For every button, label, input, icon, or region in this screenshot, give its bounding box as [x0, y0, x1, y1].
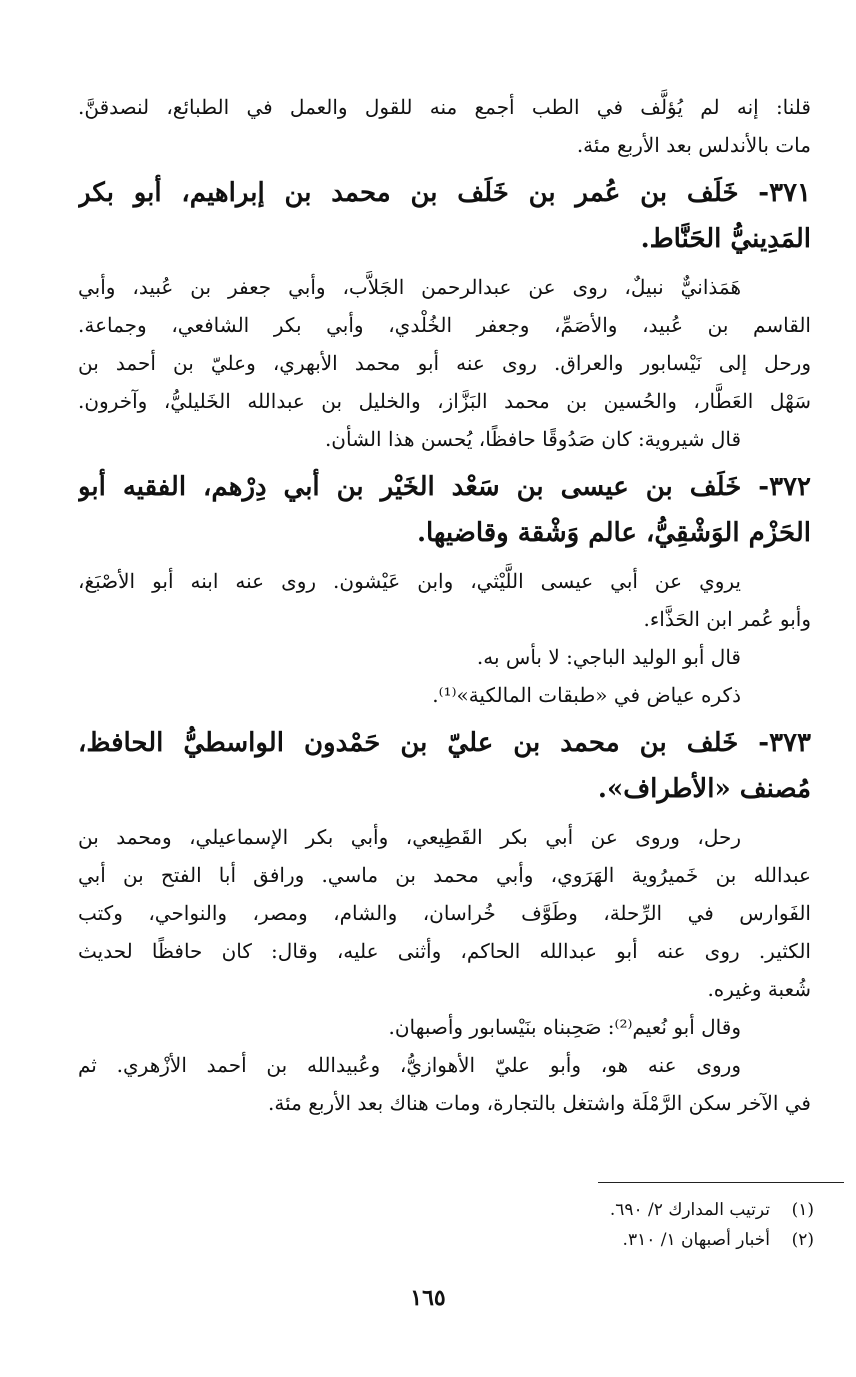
footnote-text: أخبار أصبهان ١/ ٣١٠.: [622, 1230, 770, 1250]
body-text-line: وأبو عُمر ابن الحَذَّاء.: [643, 607, 811, 631]
body-text-line: مات بالأندلس بعد الأربع مئة.: [576, 133, 811, 157]
body-text-line: قلنا: إنه لم يُؤلَّف في الطب أجمع منه للقول والعمل في الطبائع، لنصدقنَّ.: [78, 95, 811, 119]
entry-heading-line: ٣٧١- خَلَف بن عُمر بن خَلَف بن محمد بن إبراهيم، أبو بكر: [78, 178, 811, 208]
body-text-line: عبدالله بن خَميرُوية الهَرَوي، وأبي محمد بن ماسي. ورافق أبا الفتح بن أبي: [78, 863, 811, 887]
body-text-line: الكثير. روى عنه أبو عبدالله الحاكم، وأثنى عليه، وقال: كان حافظًا لحديث: [78, 939, 811, 963]
footnote-separator: [598, 1182, 844, 1183]
body-text-line: شُعبة وغيره.: [707, 977, 811, 1001]
body-text-line: قال أبو الوليد الباجي: لا بأس به.: [476, 645, 741, 669]
footnote: [330, 1225, 814, 1255]
entry-heading-line: ٣٧٣- خَلف بن محمد بن عليّ بن حَمْدون الواسطيُّ الحافظ،: [78, 728, 811, 758]
entry-heading-line: مُصنف «الأطراف».: [597, 774, 811, 804]
body-text-line: هَمَذانيٌّ نبيلٌ، روى عن عبدالرحمن الجَلاَّب، وأبي جعفر بن عُبيد، وأبي: [78, 275, 741, 299]
body-text-line: وقال أبو نُعيم⁽²⁾: صَحِبناه بنَيْسابور وأصبهان.: [388, 1015, 741, 1039]
entry-heading-line: ٣٧٢- خَلَف بن عيسى بن سَعْد الخَيْر بن أبي دِرْهم، الفقيه أبو: [78, 472, 811, 502]
body-text-line: رحل، وروى عن أبي بكر القَطِيعي، وأبي بكر الإسماعيلي، ومحمد بن: [78, 825, 741, 849]
page-number: ١٦٥: [410, 1285, 446, 1311]
body-text-line: الفَوارس في الرِّحلة، وطَوَّف خُراسان، والشام، ومصر، والنواحي، وكتب: [78, 901, 811, 925]
footnotes: [330, 1195, 814, 1255]
footnote: [330, 1195, 814, 1225]
body-text-line: قال شيروية: كان صَدُوقًا حافظًا، يُحسن هذا الشأن.: [324, 427, 741, 451]
entry-heading-line: الحَزْم الوَشْقِيُّ، عالم وَشْقة وقاضيها.: [416, 518, 811, 548]
body-text-line: وروى عنه هو، وأبو عليّ الأهوازيُّ، وعُبيدالله بن أحمد الأزْهري. ثم: [78, 1053, 741, 1077]
body-text-line: ذكره عياض في «طبقات المالكية»⁽¹⁾.: [432, 683, 741, 707]
body-text-line: يروي عن أبي عيسى اللَّيْثي، وابن عَيْشون. روى عنه ابنه أبو الأصْبَغ،: [78, 569, 742, 593]
body-text-line: سَهْل العَطَّار، والحُسين بن محمد البَزَّاز، والخليل بن عبدالله الخَليليُّ، وآخرون.: [78, 389, 811, 413]
body-text-line: القاسم بن عُبيد، والأصَمِّ، وجعفر الخُلْدي، وأبي بكر الشافعي، وجماعة.: [78, 313, 811, 337]
footnote-number: (٢): [791, 1230, 814, 1250]
body-text-line: في الآخر سكن الرَّمْلَة واشتغل بالتجارة، ومات هناك بعد الأربع مئة.: [268, 1091, 811, 1115]
footnote-text: ترتيب المدارك ٢/ ٦٩٠.: [609, 1200, 770, 1220]
footnote-number: (١): [791, 1200, 814, 1220]
body-text-line: ورحل إلى نَيْسابور والعراق. روى عنه أبو محمد الأبهري، وعليّ بن أحمد بن: [78, 351, 811, 375]
entry-heading-line: المَدِينيُّ الحَنَّاط.: [640, 224, 811, 254]
page-body: [78, 88, 811, 1122]
